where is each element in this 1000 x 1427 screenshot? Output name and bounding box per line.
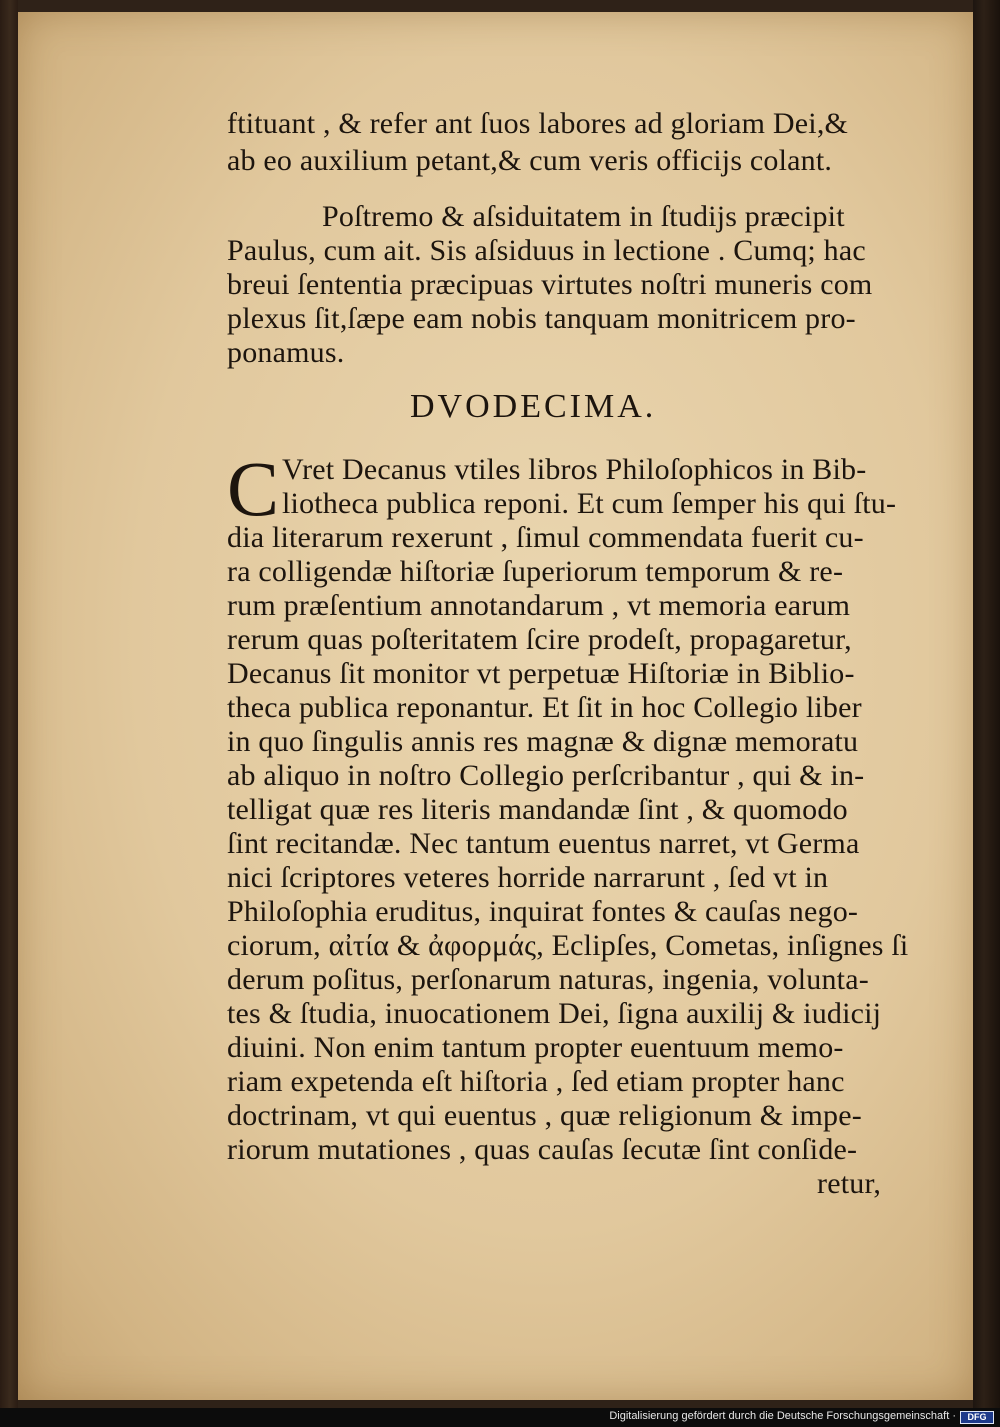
text-line: in quo ſingulis annis res magnæ & dignæ memoratu xyxy=(227,725,859,758)
text-line: ftituant , & refer ant ſuos labores ad gloriam Dei,& xyxy=(227,107,849,140)
section-heading: DVODECIMA. xyxy=(410,388,657,425)
digitization-footer xyxy=(0,1408,1000,1427)
text-line: breui ſententia præcipuas virtutes noſtri muneris com xyxy=(227,268,873,301)
text-line: tes & ſtudia, inuocationem Dei, ſigna auxilij & iudicij xyxy=(227,997,882,1030)
text-line: derum poſitus, perſonarum naturas, ingenia, volunta- xyxy=(227,963,869,996)
text-line: Decanus ſit monitor vt perpetuæ Hiſtoriæ in Biblio- xyxy=(227,657,855,690)
text-line: dia literarum rexerunt , ſimul commendata fuerit cu- xyxy=(227,521,864,554)
text-line: ſint recitandæ. Nec tantum euentus narret, vt Germa xyxy=(227,827,860,860)
text-line: Poſtremo & aſsiduitatem in ſtudijs præcipit xyxy=(322,200,845,233)
text-line: Vret Decanus vtiles libros Philoſophicos in Bib- xyxy=(282,453,867,486)
text-line: diuini. Non enim tantum propter euentuum memo- xyxy=(227,1031,844,1064)
text-line: rerum quas poſteritatem ſcire prodeſt, propagaretur, xyxy=(227,623,852,656)
book-edge xyxy=(973,0,1000,1427)
text-line: liotheca publica reponi. Et cum ſemper his qui ſtu- xyxy=(282,487,897,520)
text-line: ponamus. xyxy=(227,336,345,369)
text-line: ab aliquo in noſtro Collegio perſcribantur , qui & in- xyxy=(227,759,865,792)
text-line: riorum mutationes , quas cauſas ſecutæ ſint conſide- xyxy=(227,1133,858,1166)
dfg-logo: DFG xyxy=(960,1411,994,1424)
text-line: ab eo auxilium petant,& cum veris officijs colant. xyxy=(227,144,833,177)
text-line: nici ſcriptores veteres horride narrarunt , ſed vt in xyxy=(227,861,829,894)
text-line: telligat quæ res literis mandandæ ſint , & quomodo xyxy=(227,793,848,826)
text-line: plexus ſit,ſæpe eam nobis tanquam monitricem pro- xyxy=(227,302,856,335)
text-line: ra colligendæ hiſtoriæ ſuperiorum temporum & re- xyxy=(227,555,844,588)
footer-credit: Digitalisierung gefördert durch die Deutsche Forschungsgemeinschaft · xyxy=(609,1410,956,1422)
text-line: Philoſophia eruditus, inquirat fontes & cauſas nego- xyxy=(227,895,859,928)
text-line: theca publica reponantur. Et ſit in hoc Collegio liber xyxy=(227,691,862,724)
catchword: retur, xyxy=(817,1167,882,1200)
text-line: rum præſentium annotandarum , vt memoria earum xyxy=(227,589,851,622)
text-line: doctrinam, vt qui euentus , quæ religionum & impe- xyxy=(227,1099,862,1132)
text-line: ciorum, αἰτία & ἀφορμάς, Eclipſes, Cometas, inſignes ſi xyxy=(227,929,909,962)
text-line: riam expetenda eſt hiſtoria , ſed etiam propter hanc xyxy=(227,1065,845,1098)
text-line: Paulus, cum ait. Sis aſsiduus in lectione . Cumq; hac xyxy=(227,234,866,267)
drop-cap: C xyxy=(227,445,280,532)
